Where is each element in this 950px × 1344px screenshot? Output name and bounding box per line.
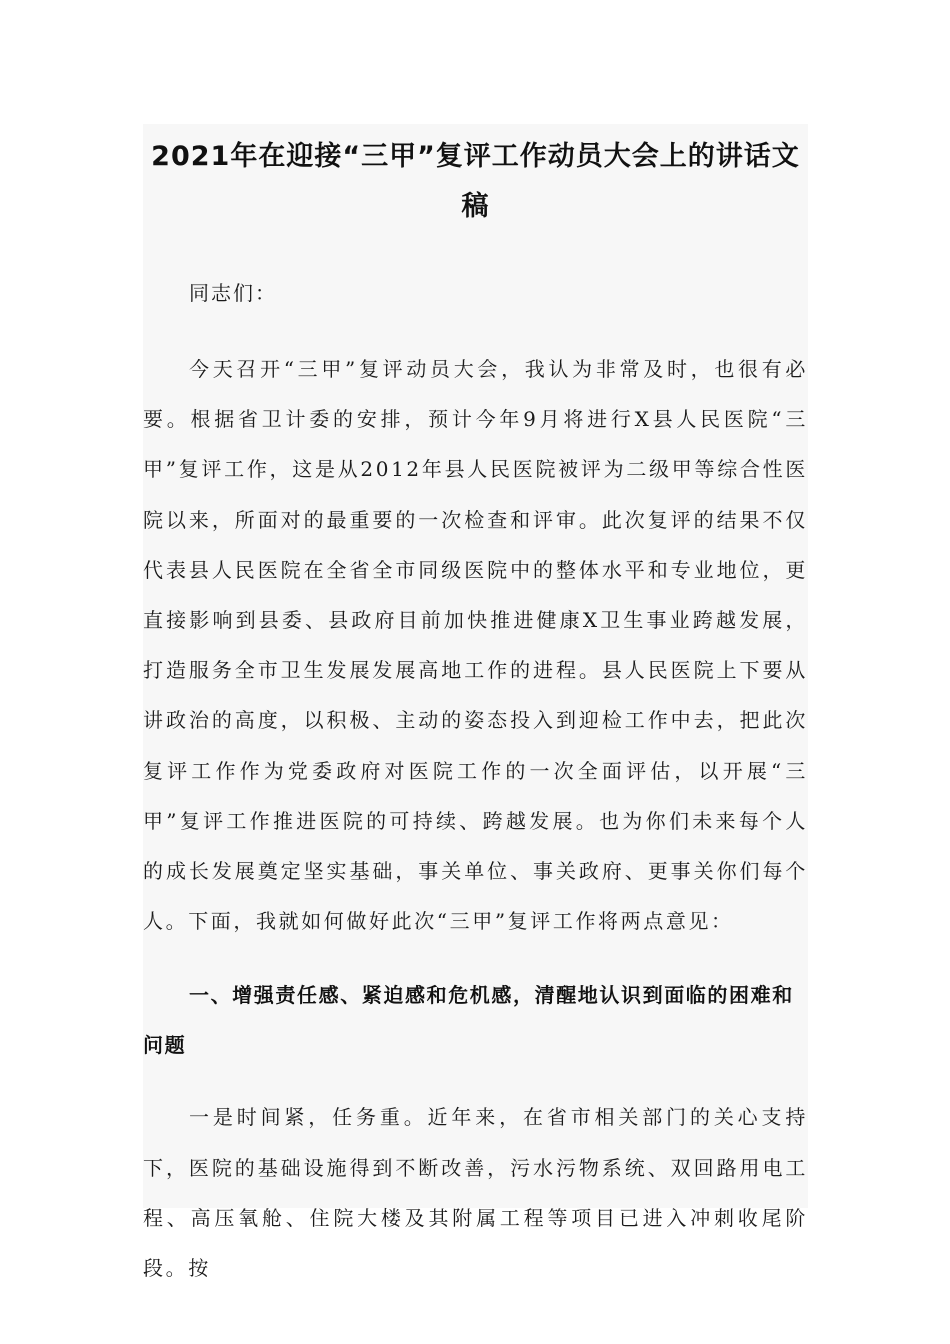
intro-paragraph: 今天召开“三甲”复评动员大会，我认为非常及时，也很有必要。根据省卫计委的安排，预计今年9月将进行X县人民医院“三甲”复评工作，这是从2012年县人民医院被评为二级甲等综合性医院以来，所面对的最重要的一次检查和评审。此次复评的结果不仅代表县人民医院在全省全市同级医院中的整体水平和专业地位，更直接影响到县委、县政府目前加快推进健康X卫生事业跨越发展，打造服务全市卫生发展发展高地工作的进程。县人民医院上下要从讲政治的高度，以积极、主动的姿态投入到迎检工作中去，把此次复评工作作为党委政府对医院工作的一次全面评估，以开展“三甲”复评工作推进医院的可持续、跨越发展。也为你们未来每个人的成长发展奠定坚实基础，事关单位、事关政府、更事关你们每个人。下面，我就如何做好此次“三甲”复评工作将两点意见：	[143, 357, 808, 934]
section-paragraph: 一是时间紧，任务重。近年来，在省市相关部门的关心支持下，医院的基础设施得到不断改善，污水污物系统、双回路用电工程、高压氧舱、住院大楼及其附属工程等项目已进入冲刺收尾阶段。按	[143, 1105, 808, 1281]
salutation: 同志们：	[189, 281, 277, 305]
section-heading: 一、增强责任感、紧迫感和危机感，清醒地认识到面临的困难和问题	[143, 983, 794, 1058]
document-title: 2021年在迎接“三甲”复评工作动员大会上的讲话文稿	[151, 141, 800, 222]
document-body	[143, 124, 808, 1281]
